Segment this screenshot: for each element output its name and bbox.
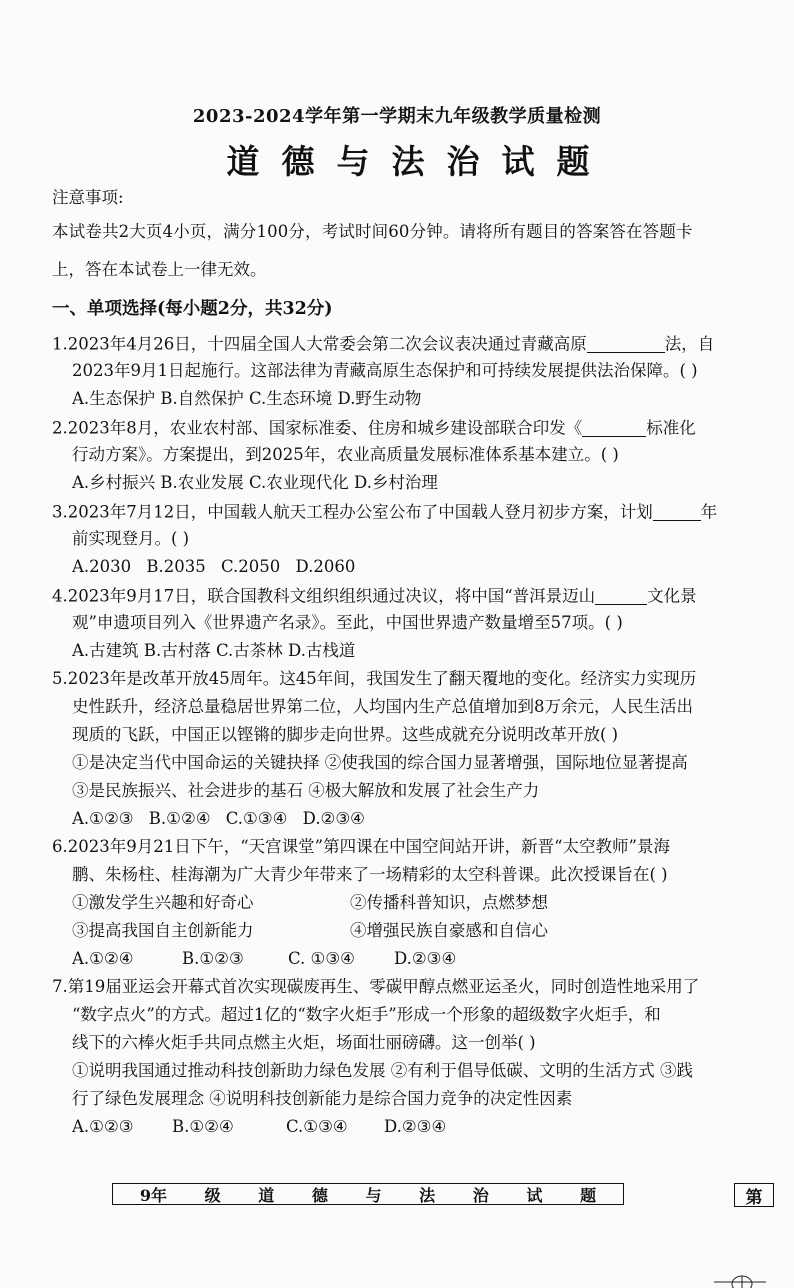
notice-heading: 注意事项: xyxy=(52,188,124,207)
footer-char: 德 xyxy=(311,1185,328,1205)
q6-statement-2: ②传播科普知识，点燃梦想 xyxy=(350,893,548,912)
q4-blank xyxy=(595,587,647,605)
q7-statement-2: 行了绿色发展理念 ④说明科技创新能力是综合国力竞争的决定性因素 xyxy=(72,1089,573,1108)
exam-subtitle: 2023-2024学年第一学期末九年级教学质量检测 xyxy=(192,106,602,127)
q6-option-b: B.①②③ xyxy=(182,949,244,968)
page-number-box: 第 xyxy=(734,1183,774,1207)
q5-line-2: 史性跃升，经济总量稳居世界第二位，人均国内生产总值增加到8万余元，人民生活出 xyxy=(72,697,693,716)
footer-char: 与 xyxy=(365,1185,382,1205)
q7-option-a: A.①②③ xyxy=(72,1117,134,1136)
q7-line-3: 线下的六棒火炬手共同点燃主火炬，场面壮丽磅礴。这一创举( ) xyxy=(72,1033,536,1052)
q1-blank xyxy=(587,335,665,353)
q7-line-2: “数字点火”的方式。超过1亿的“数字火炬手”形成一个形象的超级数字火炬手，和 xyxy=(72,1005,661,1024)
q3-options: A.2030 B.2035 C.2050 D.2060 xyxy=(72,557,356,576)
q6-option-d: D.②③④ xyxy=(394,949,457,968)
notice-line-2: 上，答在本试卷上一律无效。 xyxy=(52,260,267,279)
q4-options: A.古建筑 B.古村落 C.古茶林 D.古栈道 xyxy=(72,641,356,660)
q1-line-2: 2023年9月1日起施行。这部法律为青藏高原生态保护和可持续发展提供法治保障。( ) xyxy=(72,361,698,380)
footer-char: 题 xyxy=(580,1185,597,1205)
q7-option-b: B.①②④ xyxy=(172,1117,234,1136)
exam-title: 道德与法治试题 xyxy=(226,142,612,181)
section-heading: 一、单项选择(每小题2分，共32分) xyxy=(52,299,333,319)
q7-line-1: 7.第19届亚运会开幕式首次实现碳废再生、零碳甲醇点燃亚运圣火，同时创造性地采用了 xyxy=(52,977,700,996)
q5-options: A.①②③ B.①②④ C.①③④ D.②③④ xyxy=(72,809,365,828)
q5-statement-1: ①是决定当代中国命运的关键抉择 ②使我国的综合国力显著增强，国际地位显著提高 xyxy=(72,753,688,772)
q1-options: A.生态保护 B.自然保护 C.生态环境 D.野生动物 xyxy=(72,389,422,408)
footer-char: 道 xyxy=(258,1185,275,1205)
footer-label-box xyxy=(112,1183,624,1205)
q6-line-2: 鹏、朱杨柱、桂海潮为广大青少年带来了一场精彩的太空科普课。此次授课旨在( ) xyxy=(72,865,668,884)
footer-char: 治 xyxy=(472,1185,489,1205)
footer-char: 试 xyxy=(526,1185,543,1205)
footer-char: 9年 xyxy=(139,1185,167,1205)
q5-line-1: 5.2023年是改革开放45周年。这45年间，我国发生了翻天覆地的变化。经济实力实现历 xyxy=(52,669,697,688)
q6-statement-4: ④增强民族自豪感和自信心 xyxy=(350,921,548,940)
q2-blank xyxy=(582,419,646,437)
scan-edge-mark xyxy=(714,1268,766,1288)
q1-line-1: 1.2023年4月26日，十四届全国人大常委会第二次会议表决通过青藏高原 法，自 xyxy=(52,334,715,354)
q4-line-1: 4.2023年9月17日，联合国教科文组织组织通过决议，将中国“普洱景迈山 文化景 xyxy=(52,586,697,606)
q7-option-d: D.②③④ xyxy=(384,1117,447,1136)
q2-options: A.乡村振兴 B.农业发展 C.农业现代化 D.乡村治理 xyxy=(72,473,438,492)
q7-option-c: C.①③④ xyxy=(286,1117,348,1136)
q7-statement-1: ①说明我国通过推动科技创新助力绿色发展 ②有利于倡导低碳、文明的生活方式 ③践 xyxy=(72,1061,693,1080)
q6-option-a: A.①②④ xyxy=(72,949,134,968)
q6-line-1: 6.2023年9月21日下午，“天宫课堂”第四课在中国空间站开讲，新晋“太空教师”景海 xyxy=(52,837,670,856)
q3-line-2: 前实现登月。( ) xyxy=(72,529,190,548)
q6-option-c: C. ①③④ xyxy=(288,949,355,968)
footer-char: 法 xyxy=(419,1185,436,1205)
q4-line-2: 观”申遗项目列入《世界遗产名录》。至此，中国世界遗产数量增至57项。( ) xyxy=(72,613,623,632)
q5-line-3: 现质的飞跃，中国正以铿锵的脚步走向世界。这些成就充分说明改革开放( ) xyxy=(72,725,619,744)
q5-statement-2: ③是民族振兴、社会进步的基石 ④极大解放和发展了社会生产力 xyxy=(72,781,540,800)
q2-line-1: 2.2023年8月，农业农村部、国家标准委、住房和城乡建设部联合印发《 标准化 xyxy=(52,418,696,438)
q6-statement-1: ①激发学生兴趣和好奇心 xyxy=(72,893,254,912)
q6-statement-3: ③提高我国自主创新能力 xyxy=(72,921,254,940)
footer-char: 级 xyxy=(204,1185,221,1205)
q2-line-2: 行动方案》。方案提出，到2025年，农业高质量发展标准体系基本建立。( ) xyxy=(72,445,619,464)
q3-line-1: 3.2023年7月12日，中国载人航天工程办公室公布了中国载人登月初步方案，计划 年 xyxy=(52,502,718,522)
q3-blank xyxy=(653,503,701,521)
notice-line-1: 本试卷共2大页4小页，满分100分，考试时间60分钟。请将所有题目的答案答在答题卡 xyxy=(52,222,693,241)
